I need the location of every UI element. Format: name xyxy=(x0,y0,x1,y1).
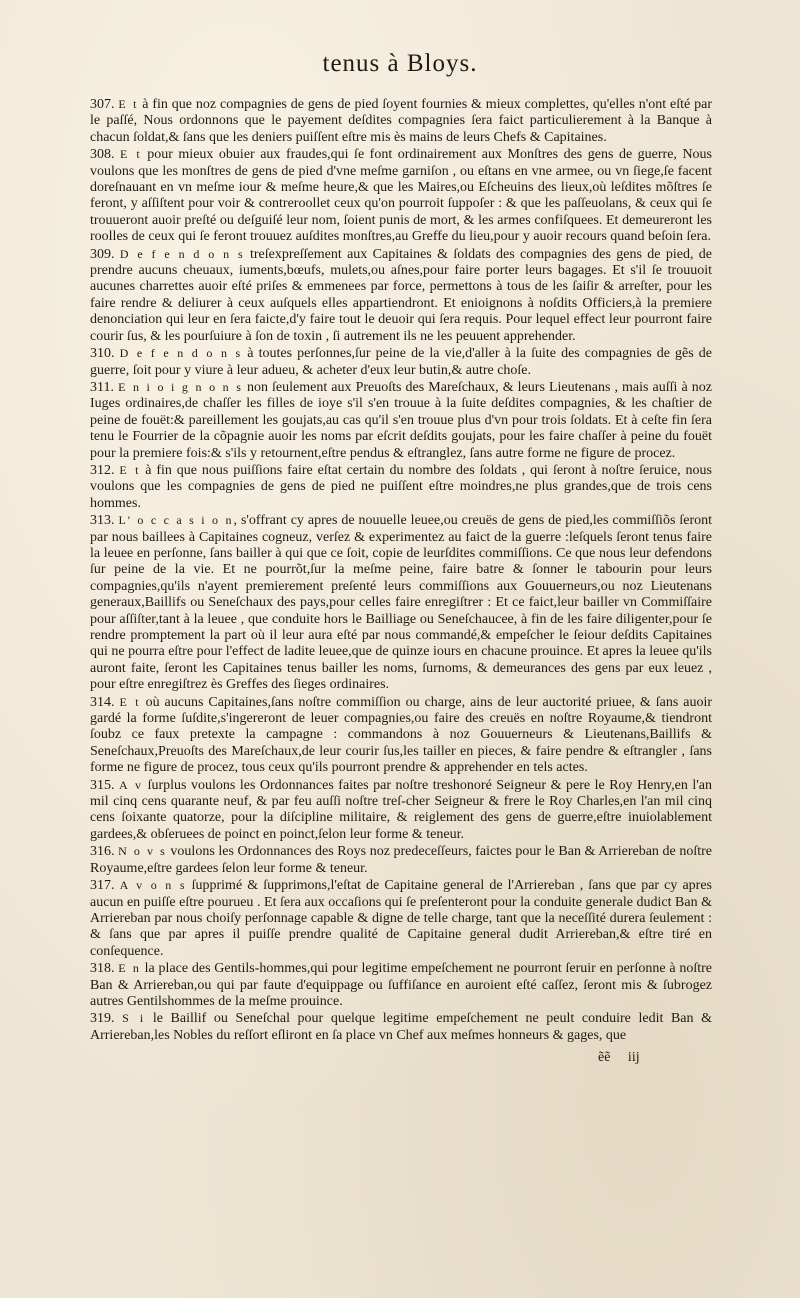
article-lead: N o v s xyxy=(118,844,167,859)
article-lead: E t xyxy=(118,97,139,111)
article-number: 311. xyxy=(90,379,114,395)
article-lead: S i xyxy=(122,1011,146,1026)
article-number: 317. xyxy=(90,878,115,894)
article-309 xyxy=(90,246,712,345)
article-text: la place des Gentils-hommes,qui pour legitime empeſchement ne pourront ſeruir en perſonne à noſtre Ban & Arriereban,ou qui par faute d'equippage ou ſuffiſance en auroient eſté caſſez, ſeront mis & ſubrogez autres Gentilshommes de la meſme prouince. xyxy=(90,961,712,1009)
article-text: , s'offrant cy apres de nouuelle leuee,ou creuës de gens de pied,les commiſſiõs ſeront par nous baillees à Capitaines cogneuz, verſez & experimentez au faict de la guerre :leſquels ſeront tenus faire la leuee en perſonne, ſans bailler à qui que ce ſoit, copie de leurſdites commiſſions. Ce que nous leur defendons ſur peine de la vie. Et ne pourrõt,ſur la meſme peine, faire batre & ſonner le tabourin pour leurs compagnies,qu'ils n'ayent premierement preſenté leurs commiſſions aux Gouuerneurs,ou noz Lieutenans generaux,Baillifs ou Seneſchaux des pays,pour celles faire enregiſtrer : Et ce faict,leur bailler vn Commiſſaire pour aſſiſter,tant à la leuee , que conduite hors le Bailliage ou Seneſchaucee, à fin de les faire diligenter,pour ſe rendre promptement la part où il leur aura eſté par nous commandé,& empeſcher le ſeiour deſdits Capitaines qui ne pourra eſtre pour l'effect de ladite leuee,que de quinze iours en chacune prouince. Et apres la leuee qu'ils auront faite, ſeront les Capitaines tenus bailler les noms, ſurnoms, & demeurances des gens par eux leuez , pour eſtre enregiſtrez ès Greffes des ſieges ordinaires. xyxy=(90,513,712,693)
text-block xyxy=(90,96,712,1044)
article-text: à toutes perſonnes,ſur peine de la vie,d'aller à la ſuite des compagnies de gẽs de guerre, ſoit pour y viure à leur adueu, & acheter d'eux leur butin,& autre choſe. xyxy=(90,346,713,378)
article-text: ſupprimé & ſupprimons,l'eſtat de Capitaine general de l'Arriereban , ſans que par cy apres aucun en puiſſe eſtre pourueu . Et ſera aux occaſions qui ſe preſenteront pour la conduite generale dudict Ban & Arriereban par nous choiſy perſonnage capable & digne de telle charge, tant que la neceſſité durera ſeulement : & ſans que par apres il puiſſe prendre qualité de Capitaine general dudit Arriereban,& eſtre tiré en conſequence. xyxy=(90,878,712,959)
article-number: 316. xyxy=(90,844,115,860)
article-text: à fin que noz compagnies de gens de pied ſoyent fournies & mieux complettes, qu'elles n'ont eſté par le paſſé, Nous ordonnons que le payement deſdites compagnies ſera faict particulierement à la Banque à chacun ſoldat,& ſans que les deniers puiſſent eſtre mis ès mains de leurs Chefs & Capitaines. xyxy=(90,97,712,145)
article-text: le Baillif ou Seneſchal pour quelque legitime empeſchement ne peult conduire ledit Ban & Arriereban,les Nobles du reſſort eſliront en ſa place vn Chef aux meſmes honneurs & gages, que xyxy=(90,1011,713,1043)
article-number: 315. xyxy=(90,777,115,793)
article-lead: A v o n s xyxy=(119,878,187,893)
article-number: 310. xyxy=(90,346,115,362)
article-lead: E t xyxy=(120,147,142,162)
article-text: où aucuns Capitaines,ſans noſtre commiſſion ou charge, ains de leur auctorité priuee, & ſans auoir gardé la forme ſuſdite,s'ingereront de leuer compagnies,ou faire des creuës en noſtre Royaume,& tiendront ſoubz ce faux pretexte la campagne : commandons à noz Gouuerneurs & Lieutenans,Baillifs & Seneſchaux,Preuoſts des Mareſchaux,de leur courir ſus,les tailler en pieces, & faire pendre & eſtrangler , ſans forme ne figure de procez, tous ceux qu'ils pourront prendre & apprehender en tels actes. xyxy=(90,694,713,776)
article-307 xyxy=(90,96,712,146)
article-text: à fin que nous puiſſions faire eſtat certain du nombre des ſoldats , qui ſeront à noſtre ſeruice, nous voulons que les compagnies de gens de pied ne puiſſent eſtre moindres,ne plus grandes,que de trois cens hommes. xyxy=(90,462,712,511)
article-lead: L' o c c a s i o n xyxy=(118,513,234,528)
article-number: 309. xyxy=(90,246,115,262)
article-number: 318. xyxy=(90,961,115,977)
article-text: treſexpreſſement aux Capitaines & ſoldats des compagnies des gens de pied, de prendre aucuns cheuaux, iuments,bœufs, mulets,ou aſnes,pour faire porter leurs bagages. Et s'il ſe trouuoit aucunes charrettes auoir eſté priſes & emmenees par force, permettons à tous de les ſaiſir & arreſter, pour les faire rendre & deliurer à ceux auſquels elles appartiendront. Et enioignons à noſdits Officiers,à la premiere denonciation qui leur en ſera faicte,d'y faire tout le deuoir qui ſera requis. Pour lequel effect leur pourront faire courir ſus, & les pourſuiure à ſon de toxin , ſi autrement ils ne les peuuent apprehender. xyxy=(90,246,713,344)
article-lead: E t xyxy=(119,462,141,477)
article-lead: E n i o i g n o n s xyxy=(118,379,243,394)
article-number: 312. xyxy=(90,462,115,478)
article-lead: D e f e n d o n s xyxy=(119,246,245,261)
article-319 xyxy=(90,1010,712,1044)
article-text: non ſeulement aux Preuoſts des Mareſchaux, & leurs Lieutenans , mais auſſi à noz Iuges ordinaires,de chaſſer les filles de ioye s'il s'en trouue à la ſuite deſdites compagnies, & les chaſtier de peine de fouët:& pareillement les goujats,au cas qu'il s'en trouue plus d'vn pour trois ſoldats. Et à ceſte fin ſera tenu le Fourrier de la cõpagnie auoir les noms par eſcrit deſdits goujats, pour les faire chaſſer à peine du fouët pour la premiere fois:& s'ils y retournent,eſtre pendus & eſtranglez, ſans autre forme ne figure de procez. xyxy=(90,379,712,461)
article-315 xyxy=(90,777,712,844)
article-316 xyxy=(90,843,712,877)
article-lead: A v xyxy=(119,777,144,792)
article-text: voulons les Ordonnances des Roys noz predeceſſeurs, faictes pour le Ban & Arriereban de noſtre Royaume,eſtre gardees ſelon leur forme & teneur. xyxy=(90,844,713,876)
article-313 xyxy=(90,512,712,693)
article-318 xyxy=(90,960,712,1010)
catchword-signature: ẽẽ iij xyxy=(598,1050,640,1065)
article-text: pour mieux obuier aux fraudes,qui ſe font ordinairement aux Monſtres des gens de guerre, Nous voulons que les monſtres de gens de pied d'vne meſme garniſon , ou eſtans en vne armee, ou vn ſiege,ſe facent doreſnauant en vn meſme iour & meſme heure,& que les Maires,ou Eſcheuins des lieux,où leſdites mõſtres ſe feront, y aſſiſtent pour voir & contreroollet ceux qu'on pourroit ſuppoſer : & que les paſſeuolans, & ceux qui ſe trouueront auoir preſté ou deſguiſé leur nom, ſoient punis de mort, & les armes confiſquees. Et demeureront les roolles de ceux qui ſe feront trouuez auſdites monſtres,au Greffe du lieu,pour y auoir recours quand beſoin ſera. xyxy=(90,147,712,245)
article-text: ſurplus voulons les Ordonnances faites par noſtre treshonoré Seigneur & pere le Roy Henry,en l'an mil cinq cens quarante neuf, & par feu auſſi noſtre treſ-cher Seigneur & frere le Roy Charles,en l'an mil cinq cens ſoixante quatorze, pour la diſcipline militaire, & reiglement des gens de guerre,eſtre inuiolablement gardees,& obſeruees de poinct en poinct,ſelon leur forme & teneur. xyxy=(90,777,713,842)
article-number: 319. xyxy=(90,1011,115,1027)
article-311 xyxy=(90,379,712,462)
article-lead: E n xyxy=(118,961,141,976)
article-number: 308. xyxy=(90,147,115,163)
running-head: tenus à Bloys. xyxy=(322,50,478,77)
article-number: 313. xyxy=(90,513,115,529)
article-314 xyxy=(90,694,712,777)
article-310 xyxy=(90,345,712,379)
article-number: 307. xyxy=(90,97,115,112)
article-number: 314. xyxy=(90,694,115,710)
article-312 xyxy=(90,462,712,512)
article-lead: D e f e n d o n s xyxy=(119,346,243,361)
article-308 xyxy=(90,146,712,245)
article-lead: E t xyxy=(119,694,141,709)
article-317 xyxy=(90,877,712,960)
